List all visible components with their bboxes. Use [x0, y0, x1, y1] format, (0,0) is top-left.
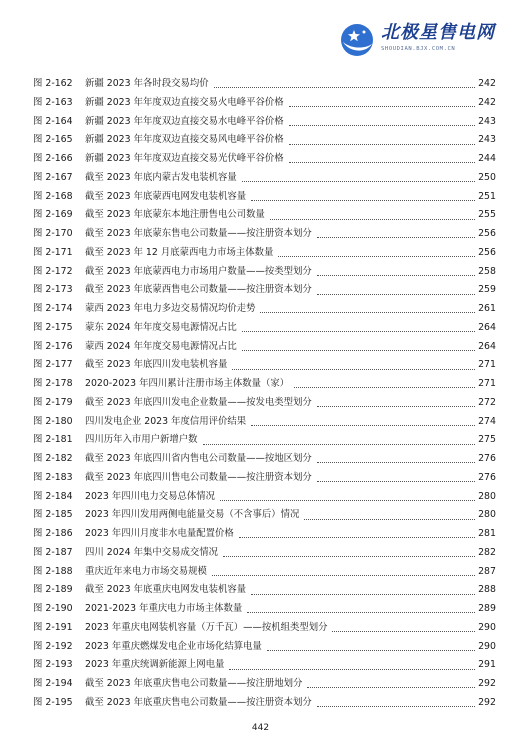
brand-name: 北极星售电网: [381, 22, 495, 43]
toc-entry[interactable]: [33, 281, 496, 300]
figure-page-number: 276: [478, 471, 496, 483]
dot-leader: [242, 180, 475, 182]
figure-page-number: 244: [478, 153, 496, 164]
dot-leader: [289, 124, 475, 126]
figure-page-number: 256: [478, 228, 496, 239]
figure-number: 图 2-195: [33, 696, 73, 708]
toc-entry[interactable]: [33, 563, 496, 582]
figure-page-number: 291: [478, 659, 496, 671]
figure-title: 四川发电企业 2023 年度信用评价结果: [85, 415, 247, 427]
figure-page-number: 280: [478, 490, 496, 502]
figure-number: 图 2-168: [33, 190, 73, 202]
figure-page-number: 281: [478, 528, 496, 539]
dot-leader: [289, 105, 475, 107]
toc-entry[interactable]: [33, 169, 496, 188]
figure-number: 图 2-190: [33, 603, 73, 614]
toc-entry[interactable]: [33, 300, 496, 319]
toc-entry[interactable]: [33, 131, 496, 150]
toc-entry[interactable]: [33, 600, 496, 619]
figure-title: 2023 年四川发用两侧电能量交易（不含事后）情况: [85, 509, 300, 521]
figure-number: 图 2-182: [33, 453, 73, 464]
toc-entry[interactable]: [33, 581, 496, 600]
figure-title: 截至 2023 年底四川售电公司数量——按注册资本划分: [85, 471, 312, 483]
toc-entry[interactable]: [33, 506, 496, 525]
figure-title: 2023 年重庆统调新能源上网电量: [85, 659, 225, 671]
figure-page-number: 292: [478, 696, 496, 708]
figure-page-number: 275: [478, 434, 496, 446]
figure-title: 新疆 2023 年年度双边直接交易光伏峰平谷价格: [85, 153, 284, 164]
figure-title: 2023 年重庆电网装机容量（万千瓦）——按机组类型划分: [85, 621, 328, 633]
figure-number: 图 2-164: [33, 115, 73, 127]
figure-title: 2021-2023 年重庆电力市场主体数量: [85, 603, 243, 614]
dot-leader: [317, 705, 475, 707]
figure-page-number: 289: [478, 603, 496, 614]
figure-title: 重庆近年来电力市场交易规模: [85, 565, 207, 577]
toc-entry[interactable]: [33, 375, 496, 394]
figure-title: 新疆 2023 年年度双边直接交易风电峰平谷价格: [85, 134, 284, 146]
figure-title: 新疆 2023 年年度双边直接交易火电峰平谷价格: [85, 96, 284, 108]
figure-page-number: 271: [478, 359, 496, 371]
figure-page-number: 292: [478, 678, 496, 689]
toc-entry[interactable]: [33, 431, 496, 450]
toc-entry[interactable]: [33, 75, 496, 94]
figure-title: 截至 2023 年底蒙西售电公司数量——按注册资本划分: [85, 284, 312, 296]
figure-title: 截至 2023 年底重庆售电公司数量——按注册资本划分: [85, 696, 312, 708]
toc-entry[interactable]: [33, 675, 496, 694]
figure-number: 图 2-183: [33, 471, 73, 483]
toc-entry[interactable]: [33, 356, 496, 375]
toc-entry[interactable]: [33, 113, 496, 132]
figure-number: 图 2-167: [33, 171, 73, 183]
toc-entry[interactable]: [33, 394, 496, 413]
figure-page-number: 255: [478, 209, 496, 221]
figure-page-number: 290: [478, 640, 496, 652]
figure-number: 图 2-178: [33, 378, 73, 389]
figure-number: 图 2-184: [33, 490, 73, 502]
figure-number: 图 2-172: [33, 265, 73, 277]
toc-entry[interactable]: [33, 413, 496, 432]
figure-title: 四川历年入市用户新增户数: [85, 434, 198, 446]
figure-index-list: [33, 75, 496, 713]
toc-entry[interactable]: [33, 263, 496, 282]
figure-page-number: 243: [478, 134, 496, 146]
figure-number: 图 2-194: [33, 678, 73, 689]
figure-page-number: 271: [478, 378, 496, 389]
dot-leader: [229, 668, 475, 670]
dot-leader: [317, 461, 475, 463]
dot-leader: [289, 143, 475, 145]
figure-title: 新疆 2023 年各时段交易均价: [85, 78, 209, 89]
figure-number: 图 2-174: [33, 303, 73, 314]
toc-entry[interactable]: [33, 150, 496, 169]
dot-leader: [212, 574, 475, 576]
figure-title: 新疆 2023 年年度双边直接交易水电峰平谷价格: [85, 115, 284, 127]
figure-page-number: 261: [478, 303, 496, 314]
toc-entry[interactable]: [33, 244, 496, 263]
toc-entry[interactable]: [33, 450, 496, 469]
brand-domain: SHOUDIAN.BJX.COM.CN: [381, 46, 456, 52]
figure-title: 蒙东 2024 年年度交易电源情况占比: [85, 321, 237, 333]
dot-leader: [294, 386, 475, 388]
toc-entry[interactable]: [33, 638, 496, 657]
page-header: [0, 0, 521, 70]
toc-entry[interactable]: [33, 544, 496, 563]
toc-entry[interactable]: [33, 338, 496, 357]
dot-leader: [317, 480, 475, 482]
toc-entry[interactable]: [33, 225, 496, 244]
dot-leader: [242, 349, 475, 351]
toc-entry[interactable]: [33, 94, 496, 113]
dot-leader: [247, 611, 475, 613]
toc-entry[interactable]: [33, 188, 496, 207]
figure-title: 2023 年四川月度非水电量配置价格: [85, 528, 234, 539]
figure-page-number: 256: [478, 246, 496, 258]
figure-page-number: 242: [478, 78, 496, 89]
figure-page-number: 251: [478, 190, 496, 202]
dot-leader: [251, 424, 475, 426]
figure-number: 图 2-186: [33, 528, 73, 539]
dot-leader: [270, 218, 475, 220]
figure-page-number: 264: [478, 321, 496, 333]
page-number: 442: [251, 723, 270, 733]
figure-title: 截至 2023 年底四川发电装机容量: [85, 359, 228, 371]
figure-title: 2023 年四川电力交易总体情况: [85, 490, 215, 502]
dot-leader: [267, 649, 475, 651]
dot-leader: [307, 686, 475, 688]
figure-title: 蒙西 2024 年年度交易电源情况占比: [85, 340, 237, 352]
dot-leader: [242, 330, 475, 332]
dot-leader: [317, 293, 475, 295]
figure-title: 截至 2023 年底重庆电网发电装机容量: [85, 584, 247, 596]
dot-leader: [304, 518, 475, 520]
dot-leader: [223, 555, 475, 557]
figure-page-number: 288: [478, 584, 496, 596]
dot-leader: [317, 405, 475, 407]
toc-entry[interactable]: [33, 319, 496, 338]
figure-page-number: 280: [478, 509, 496, 521]
toc-entry[interactable]: [33, 206, 496, 225]
figure-page-number: 264: [478, 340, 496, 352]
figure-number: 图 2-193: [33, 659, 73, 671]
figure-number: 图 2-187: [33, 546, 73, 558]
figure-number: 图 2-192: [33, 640, 73, 652]
figure-number: 图 2-179: [33, 396, 73, 408]
dot-leader: [214, 86, 475, 88]
figure-title: 四川 2024 年集中交易成交情况: [85, 546, 218, 558]
figure-number: 图 2-175: [33, 321, 73, 333]
figure-number: 图 2-181: [33, 434, 73, 446]
figure-number: 图 2-191: [33, 621, 73, 633]
dot-leader: [332, 630, 475, 632]
dot-leader: [260, 311, 475, 313]
figure-title: 蒙西 2023 年电力多边交易情况均价走势: [85, 303, 256, 314]
dot-leader: [239, 536, 475, 538]
north-star-logo-icon: [339, 22, 375, 58]
figure-number: 图 2-188: [33, 565, 73, 577]
figure-title: 截至 2023 年底蒙西电网发电装机容量: [85, 190, 247, 202]
figure-number: 图 2-170: [33, 228, 73, 239]
figure-page-number: 282: [478, 546, 496, 558]
figure-number: 图 2-165: [33, 134, 73, 146]
figure-page-number: 242: [478, 96, 496, 108]
toc-entry[interactable]: [33, 619, 496, 638]
figure-number: 图 2-189: [33, 584, 73, 596]
toc-entry[interactable]: [33, 525, 496, 544]
dot-leader: [232, 368, 475, 370]
dot-leader: [203, 443, 475, 445]
figure-title: 2020-2023 年四川累计注册市场主体数量（家）: [85, 378, 290, 389]
figure-number: 图 2-163: [33, 96, 73, 108]
dot-leader: [251, 199, 475, 201]
figure-title: 截至 2023 年底内蒙古发电装机容量: [85, 171, 237, 183]
figure-page-number: 274: [478, 415, 496, 427]
figure-title: 截至 2023 年 12 月底蒙西电力市场主体数量: [85, 246, 274, 258]
figure-number: 图 2-173: [33, 284, 73, 296]
brand-logo: [339, 22, 499, 62]
figure-page-number: 290: [478, 621, 496, 633]
figure-page-number: 258: [478, 265, 496, 277]
figure-title: 截至 2023 年底蒙西电力市场用户数量——按类型划分: [85, 265, 312, 277]
dot-leader: [317, 274, 475, 276]
figure-page-number: 243: [478, 115, 496, 127]
dot-leader: [278, 255, 475, 257]
figure-number: 图 2-166: [33, 153, 73, 164]
toc-entry[interactable]: [33, 694, 496, 713]
figure-title: 截至 2023 年底四川发电企业数量——按发电类型划分: [85, 396, 312, 408]
dot-leader: [220, 499, 475, 501]
figure-number: 图 2-176: [33, 340, 73, 352]
figure-title: 截至 2023 年底重庆售电公司数量——按注册地划分: [85, 678, 303, 689]
figure-title: 截至 2023 年底蒙东本地注册售电公司数量: [85, 209, 265, 221]
figure-number: 图 2-185: [33, 509, 73, 521]
figure-number: 图 2-177: [33, 359, 73, 371]
figure-number: 图 2-162: [33, 78, 73, 89]
dot-leader: [251, 593, 475, 595]
figure-page-number: 276: [478, 453, 496, 464]
figure-title: 截至 2023 年底蒙东售电公司数量——按注册资本划分: [85, 228, 312, 239]
dot-leader: [289, 161, 475, 163]
figure-title: 2023 年重庆燃煤发电企业市场化结算电量: [85, 640, 262, 652]
figure-page-number: 287: [478, 565, 496, 577]
figure-title: 截至 2023 年底四川省内售电公司数量——按地区划分: [85, 453, 312, 464]
toc-entry[interactable]: [33, 656, 496, 675]
dot-leader: [317, 236, 475, 238]
figure-number: 图 2-180: [33, 415, 73, 427]
figure-page-number: 272: [478, 396, 496, 408]
figure-number: 图 2-169: [33, 209, 73, 221]
figure-number: 图 2-171: [33, 246, 73, 258]
toc-entry[interactable]: [33, 469, 496, 488]
toc-entry[interactable]: [33, 488, 496, 507]
figure-page-number: 250: [478, 171, 496, 183]
figure-page-number: 259: [478, 284, 496, 296]
